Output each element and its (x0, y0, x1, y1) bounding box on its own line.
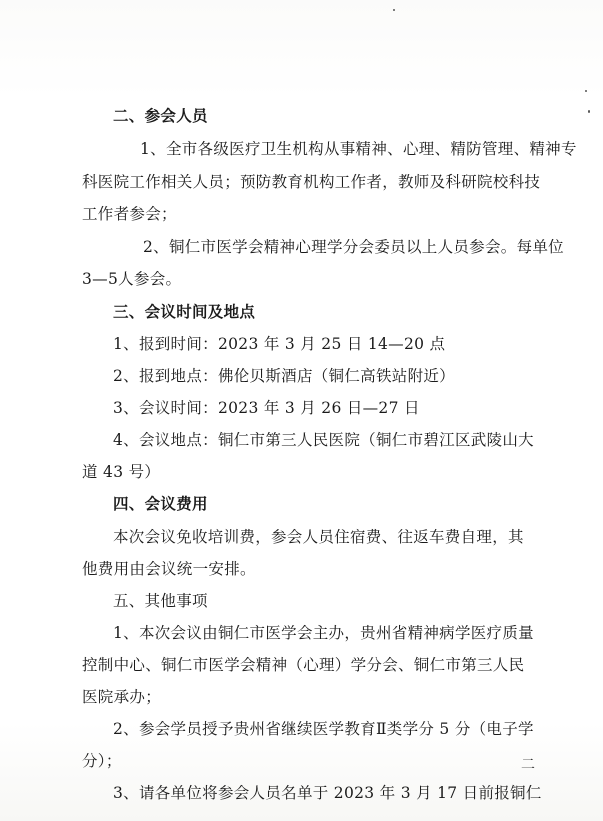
paragraph-line: 他费用由会议统一安排。 (82, 560, 256, 578)
paragraph-line: 医院承办； (82, 688, 162, 706)
paragraph-line: 控制中心、铜仁市医学会精神（心理）学分会、铜仁市第三人民 (82, 656, 525, 674)
section-heading-time-place: 三、会议时间及地点 (113, 303, 256, 321)
paragraph-line: 3、会议时间：2023 年 3 月 26 日—27 日 (113, 399, 420, 417)
paragraph-line: 3—5人参会。 (82, 270, 182, 288)
paragraph-line: 工作者参会； (82, 205, 177, 223)
paragraph-line: 2、铜仁市医学会精神心理学分会委员以上人员参会。每单位 (143, 238, 564, 256)
paragraph-line: 1、本次会议由铜仁市医学会主办，贵州省精神病学医疗质量 (113, 624, 534, 642)
scan-speck (585, 90, 587, 92)
paragraph-line: 3、请各单位将参会人员名单于 2023 年 3 月 17 日前报铜仁 (113, 784, 542, 802)
paragraph-line: 2、参会学员授予贵州省继续医学教育Ⅱ类学分 5 分（电子学 (113, 720, 534, 738)
scan-speck (588, 110, 590, 113)
paragraph-line: 科医院工作相关人员；预防教育机构工作者，教师及科研院校科技 (82, 173, 541, 191)
paragraph-line: 本次会议免收培训费，参会人员住宿费、往返车费自理，其 (113, 528, 524, 546)
paragraph-line: 道 43 号） (82, 463, 161, 481)
paragraph-line: 4、会议地点：铜仁市第三人民医院（铜仁市碧江区武陵山大 (113, 431, 534, 449)
paragraph-line: 分）； (82, 752, 122, 770)
paragraph-line: 1、全市各级医疗卫生机构从事精神、心理、精防管理、精神专 (140, 140, 577, 158)
section-heading-fees: 四、会议费用 (113, 495, 208, 513)
page-number: 二 (521, 757, 535, 773)
paragraph-line: 1、报到时间：2023 年 3 月 25 日 14—20 点 (113, 335, 446, 353)
section-heading-attendees: 二、参会人员 (113, 107, 208, 125)
paragraph-line: 2、报到地点：佛伦贝斯酒店（铜仁高铁站附近） (113, 367, 455, 385)
scan-speck (393, 9, 395, 11)
section-heading-other: 五、其他事项 (113, 592, 208, 610)
